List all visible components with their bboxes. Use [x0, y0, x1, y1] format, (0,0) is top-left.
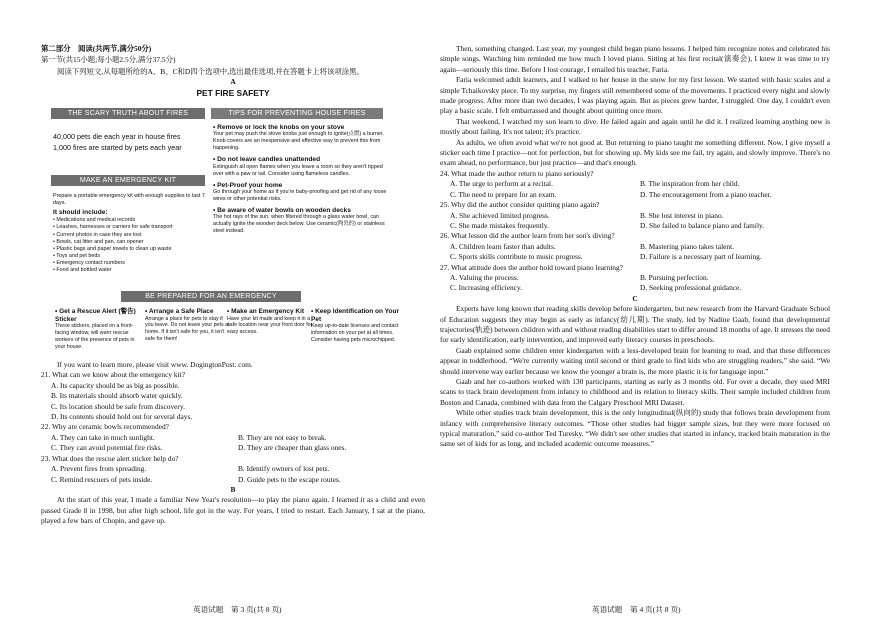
kit-items-list [53, 217, 211, 274]
question-27 [440, 263, 830, 294]
tip-heading: • Remove or lock the knobs on your stove [213, 124, 389, 131]
option: C. Sports skills contribute to music progress. [450, 252, 583, 262]
option: C. Its location should be safe from discovery. [51, 401, 185, 411]
option: D. They are cheaper than glass ones. [238, 443, 347, 453]
question-stem: 21. What can we know about the emergency kit? [41, 370, 186, 380]
part-heading: 第一节(共15小题;每小题2.5分,满分37.5分) [41, 55, 176, 65]
option: B. Identify owners of lost pets. [238, 464, 330, 474]
options-grid [440, 242, 830, 263]
option: B. They are not easy to break. [238, 432, 327, 442]
question-stem: 27. What attitude does the author hold toward piano learning? [440, 262, 623, 272]
question-stem: 22. Why are ceramic bowls recommended? [41, 422, 169, 432]
option: C. They can avoid potential fire risks. [51, 443, 163, 453]
question-stem: 26. What lesson did the author learn from her son's diving? [440, 231, 615, 241]
option: C. Remind rescuers of pets inside. [51, 474, 153, 484]
option: B. Its materials should absorb water quickly. [51, 391, 183, 401]
options-grid [41, 464, 425, 485]
passage-c-paragraph: While other studies track brain development, this is the only longitudinal(纵向的) study that follows brain development from infancy with comprehensive literacy outcomes. “Those other studies had bigger sample sizes, but they were more focused on typical maturation,” said co-author Ted Turesky. “We didn't see other studies that started in infancy, tracked brain maturation in the same set of kids for as long, and included academic outcome measures.” [440, 408, 830, 449]
passage-c-paragraph: Gaab and her co-authors worked with 130 participants, starting as early as 3 months old. For over a decade, they used MRI scans to track brain development from infancy to childhood and its relation to literacy skills. Their sample included children from Boston and Canada, combined with data from the Calgary Preschool MRI Dataset. [440, 377, 830, 407]
kit-item: • Medications and medical records [53, 217, 211, 224]
pet-fire-safety-poster [41, 100, 425, 358]
be-prepared-banner: BE PREPARED FOR AN EMERGENCY [121, 291, 301, 302]
question-22 [41, 422, 425, 453]
right-column [440, 44, 830, 450]
emergency-kit-banner: MAKE AN EMERGENCY KIT [51, 175, 205, 186]
prep-item-identification [311, 308, 403, 344]
passage-b-paragraph: That weekend, I watched my son learn to dive. He failed again and again until he did it. I realized learning anything new is mostly about failing. It's not talent; it's practice. [440, 116, 830, 137]
tip-text: Your pet may push the stove knobs just enough to ignite(点燃) a burner. Knob covers are an inexpensive and effective way to prevent this from happening. [213, 131, 384, 152]
option: B. The inspiration from her child. [640, 179, 740, 189]
option: A. Prevent fires from spreading. [51, 464, 147, 474]
kit-intro: Prepare a portable emergency kit with enough supplies to last 7 days. [53, 193, 205, 207]
instruction: 阅读下列短文,从每题所给的A、B、C和D四个选项中,选出最佳选项,并在答题卡上将该项涂黑。 [57, 66, 364, 76]
tip-item [213, 182, 389, 203]
kit-item: • Food and bottled water [53, 267, 211, 274]
tip-item [213, 207, 389, 235]
passage-c-paragraph: Gaab explained some children enter kindergarten with a less-developed brain for learning to read, and that these differences appear in toddlerhood. “We're currently waiting until second or third grade to find kids who are struggling readers,” she said. “We should intervene way earlier because we know the younger a brain is, the more plastic it is for language input.” [440, 345, 830, 376]
kit-item: • Emergency contact numbers [53, 260, 211, 267]
option: A. Children learn faster than adults. [450, 241, 556, 251]
prep-item-safe-place [145, 308, 231, 343]
question-25 [440, 200, 830, 231]
prep-heading: • Get a Rescue Alert (警告) Sticker [55, 308, 141, 323]
learn-more-line: If you want to learn more, please visit www. DogingtonPost. com. [57, 360, 253, 370]
option: D. Its contents should hold out for several days. [51, 412, 193, 422]
prep-item-kit [227, 308, 313, 336]
tips-banner: TIPS FOR PREVENTING HOUSE FIRES [211, 108, 383, 119]
option: B. Mastering piano takes talent. [640, 241, 735, 251]
prep-heading: • Keep Identification on Your Pet [311, 308, 403, 323]
passage-b-paragraph: Faria welcomed adult learners, and I walked to her house in the snow for my first lesson. We started with basic scales and a simple Tchaikovsky piece. To my surprise, my fingers still remembered some of the movements. I practiced every night and slowly made progress. After more than two decades, I was playing again. But as pieces grew harder, I struggled. One day, I couldn't even play a basic scale. I felt embarrassed and thought about quitting once more. [440, 75, 830, 116]
prep-heading: • Arrange a Safe Place [145, 308, 231, 316]
option: A. They can take in much sunlight. [51, 432, 155, 442]
prep-text: Arrange a place for pets to stay if you leave. Do not leave your pets at home. If it isn't safe for you, it isn't safe for them! [145, 315, 230, 343]
option: A. Its capacity should be as big as possible. [51, 380, 180, 390]
fact-pets-die: 40,000 pets die each year in house fires [53, 132, 181, 142]
fact-fires-started: 1,000 fires are started by pets each year [53, 143, 182, 153]
prep-text: Keep up-to-date licenses and contact information on your pet at all times. Consider having pets microchipped. [311, 323, 399, 343]
section-heading: 第二部分 阅读(共两节,满分50分) [41, 44, 152, 53]
tip-heading: • Do not leave candles unattended [213, 156, 389, 163]
option: B. Pursuing perfection. [640, 272, 709, 282]
option: A. She achieved limited progress. [450, 210, 550, 220]
option: A. The urge to perform at a recital. [450, 179, 553, 189]
option: D. Failure is a necessary part of learning. [640, 252, 762, 262]
tip-heading: • Be aware of water bowls on wooden decks [213, 207, 389, 214]
question-stem: 25. Why did the author consider quitting piano again? [440, 200, 600, 210]
tip-heading: • Pet-Proof your home [213, 182, 389, 189]
question-23 [41, 454, 425, 485]
question-26 [440, 231, 830, 262]
option: B. She lost interest in piano. [640, 210, 724, 220]
options-grid [41, 433, 425, 454]
tip-item [213, 156, 389, 177]
options-grid [440, 211, 830, 232]
passage-letter-c: C [632, 293, 638, 303]
kit-item: • Leashes, harnesses or carriers for safe transport [53, 224, 211, 231]
option: D. She failed to balance piano and family. [640, 220, 765, 230]
passage-letter-a: A [230, 77, 236, 87]
tip-text: Go through your home as if you're baby-proofing and get rid of any loose wires or other potential risks. [213, 188, 387, 202]
tips-list [213, 124, 389, 239]
option: D. Guide pets to the escape routes. [238, 474, 341, 484]
option: C. The need to prepare for an exam. [450, 189, 557, 199]
option: C. She made mistakes frequently. [450, 220, 549, 230]
passage-letter-b: B [230, 484, 236, 494]
option: D. Seeking professional guidance. [640, 283, 742, 293]
tip-item [213, 124, 389, 152]
passage-b-paragraph: As adults, we often avoid what we're not good at. But returning to piano taught me something different. Now, I give myself a sticker each time I practice—not for perfection, but for showing up. My kids see me fail, try again, and slowly improve. There's no exam ahead, no performance, but just practice—and that's enough. [440, 137, 830, 168]
kit-item: • Current photos in case they are lost [53, 232, 211, 239]
option: D. The encouragement from a piano teacher. [640, 189, 772, 199]
options-grid [440, 179, 830, 200]
prep-text: Have your kit made and keep it in a safe location near your front door for easy access. [227, 315, 313, 336]
scary-truth-banner: THE SCARY TRUTH ABOUT FIRES [51, 108, 205, 119]
question-24 [440, 169, 830, 200]
question-21 [41, 370, 425, 422]
option: C. Increasing efficiency. [450, 283, 523, 293]
emergency-kit-section [53, 193, 211, 274]
kit-include-label: It should include: [53, 209, 108, 217]
poster-title: PET FIRE SAFETY [196, 87, 270, 98]
page-footer-left: 英语试题 第 3 页(共 8 页) [193, 605, 282, 614]
prep-text: These stickers, placed on a front-facing window, will warn rescue workers of the presence of pets in your house. [55, 323, 135, 350]
passage-b-paragraph: Then, something changed. Last year, my youngest child began piano lessons. I helped him recognize notes and celebrated his simple songs. Watching him reminded me how much I loved piano. Sitting at his first recital(演奏会), I knew it was time to try again—seriously this time. Before I lost courage, I emailed his teacher, Faria. [440, 44, 830, 74]
prep-item-sticker [55, 308, 141, 350]
question-stem: 23. What does the rescue alert sticker help do? [41, 453, 179, 463]
options-grid [440, 273, 830, 294]
passage-c-paragraph: Experts have long known that reading skills develop before kindergarten, but new research from the Harvard Graduate School of Education suggests they may begin as early as infancy(幼儿期). The study, led by Nadine Gaab, found that developmental trajectories(轨迹) between children with and without reading disabilities start to differ around 18 months of age. It stresses the need for early identification, early intervention, and improved early literacy courses in preschools. [440, 304, 830, 345]
tip-text: The hot rays of the sun, when filtered through a glass water bowl, can actually ignite the wooden deck below. Use ceramic(陶瓷的) or stainless steel instead. [213, 214, 385, 235]
kit-item: • Toys and pet beds [53, 253, 211, 260]
left-column [41, 44, 425, 527]
page-footer-right: 英语试题 第 4 页(共 8 页) [592, 605, 681, 614]
prep-heading: • Make an Emergency Kit [227, 308, 313, 316]
kit-item: • Plastic bags and paper towels to clean up waste [53, 246, 211, 253]
question-stem: 24. What made the author return to piano seriously? [440, 168, 594, 178]
kit-item: • Bowls, cat litter and pan, can opener [53, 239, 211, 246]
option: A. Valuing the process. [450, 272, 519, 282]
tip-text: Extinguish all open flames when you leave a room so they aren't tipped over with a paw or tail. Consider using flameless candles. [213, 163, 383, 177]
passage-b-paragraph: At the start of this year, I made a familiar New Year's resolution—to play the piano again. I learned it as a child and even passed Grade 8 in 1998, but after high school, life got in the way. For years, I tried to restart. Each January, I sat at the piano, played a few bars of Chopin, and gave up. [41, 495, 425, 526]
